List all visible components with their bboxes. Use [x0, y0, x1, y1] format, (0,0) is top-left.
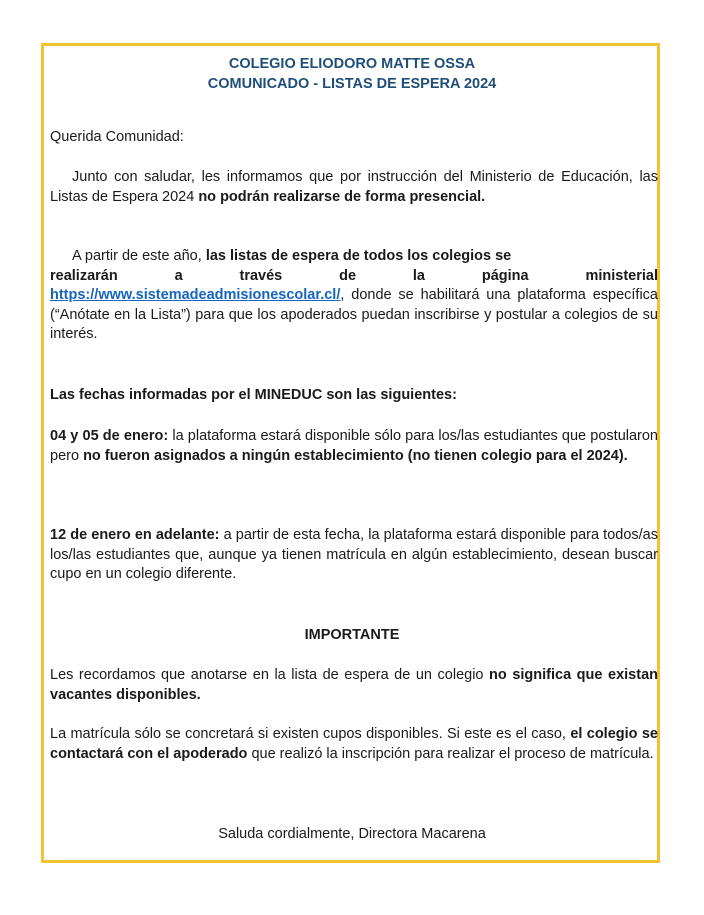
date-entry-1: 04 y 05 de enero: la plataforma estará disponible sólo para los/las estudiantes que postularon pero no fueron asignados a ningún establecimiento (no tienen colegio para el 2024). — [50, 428, 658, 464]
date-entry-2: 12 de enero en adelante: a partir de esta fecha, la plataforma estará disponible para todos/as los/las estudiantes que, aunque ya tienen matrícula en algún establecimiento, desean buscar cupo en un colegio diferente. — [50, 527, 658, 582]
paragraph-platform-cont: https://www.sistemadeadmisionescolar.cl/, donde se habilitará una plataforma específica (“Anótate en la Lista”) para que los apoderados puedan inscribirse y postular a colegios de su interés. — [50, 287, 658, 342]
document-title — [0, 54, 704, 94]
paragraph-intro: Junto con saludar, les informamos que por instrucción del Ministerio de Educación, las Listas de Espera 2024 no podrán realizarse de forma presencial. — [50, 169, 658, 205]
paragraph-platform-line2: realizarán a través de la página ministerial — [50, 267, 658, 284]
signature: Saluda cordialmente, Directora Macarena — [218, 826, 486, 842]
greeting: Querida Comunidad: — [50, 129, 184, 145]
important-note-1: Les recordamos que anotarse en la lista de espera de un colegio no significa que existan vacantes disponibles. — [50, 667, 658, 703]
announcement-title: COMUNICADO - LISTAS DE ESPERA 2024 — [207, 76, 497, 92]
important-heading: IMPORTANTE — [304, 627, 400, 643]
dates-heading: Las fechas informadas por el MINEDUC son las siguientes: — [50, 387, 457, 403]
important-note-2: La matrícula sólo se concretará si existen cupos disponibles. Si este es el caso, el colegio se contactará con el apoderado que realizó la inscripción para realizar el proceso de matrícula. — [50, 726, 658, 762]
paragraph-platform: A partir de este año, las listas de espera de todos los colegios se — [72, 248, 512, 264]
school-name: COLEGIO ELIODORO MATTE OSSA — [228, 56, 476, 72]
ministry-link[interactable]: https://www.sistemadeadmisionescolar.cl/ — [50, 287, 341, 303]
